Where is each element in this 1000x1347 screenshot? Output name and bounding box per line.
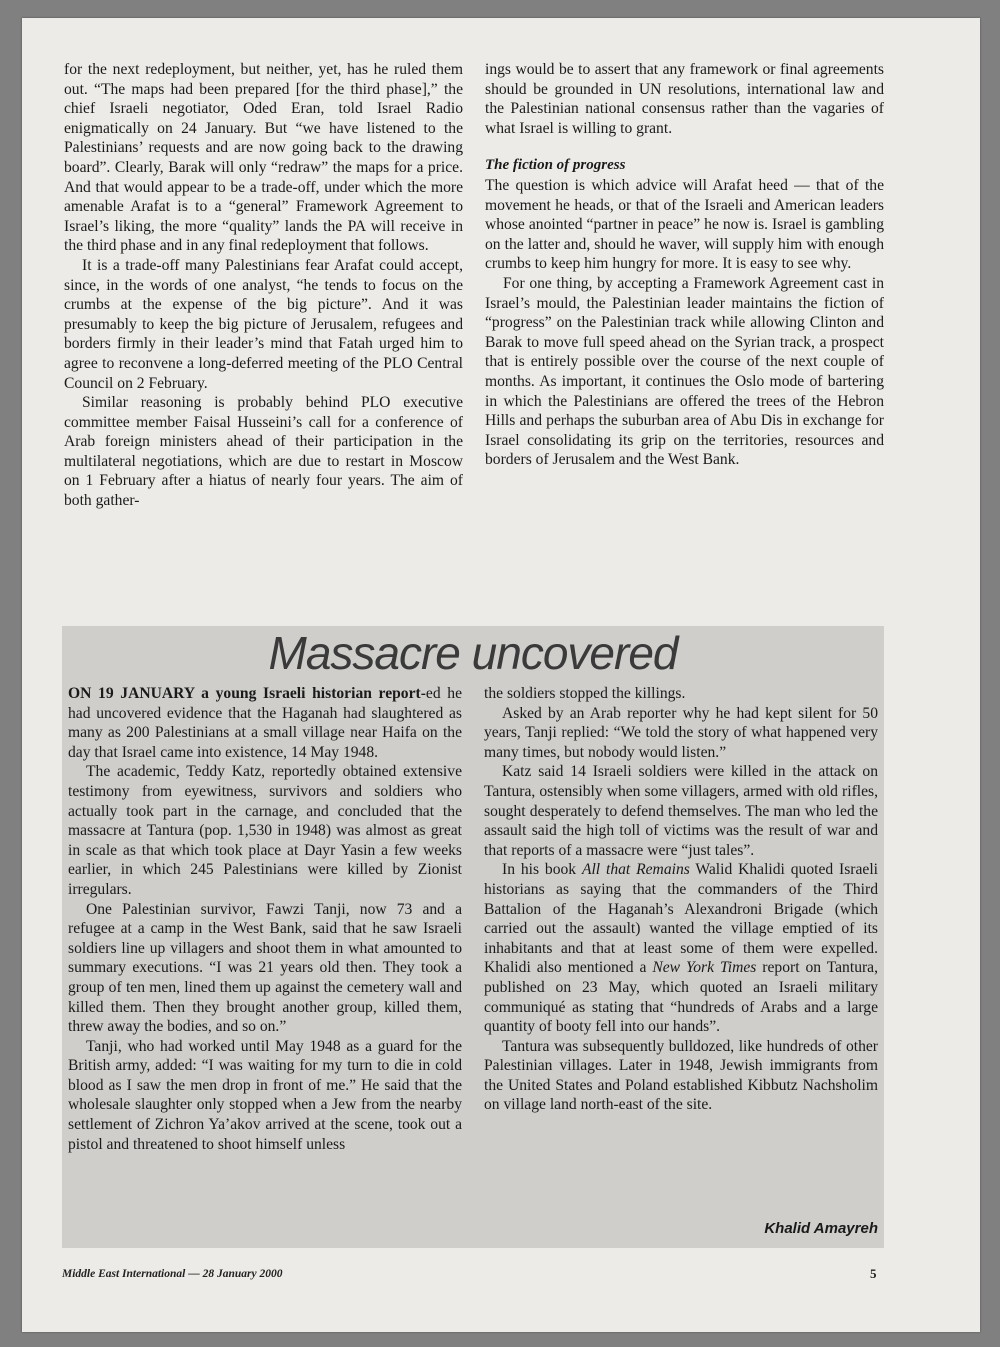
byline: Khalid Amayreh: [764, 1220, 878, 1237]
sidebar-paragraph: Tanji, who had worked until May 1948 as a guard for the British army, added: “I was waiting for my turn to die in cold blood as I saw the men drop in front of me.” He said that the wholesale slaughter only stopped when a Jew from the nearby settlement of Zichron Ya’akov arrived at the scene, took out a pistol and threatened to shoot himself unless: [68, 1037, 462, 1153]
sidebar-paragraph: One Palestinian survivor, Fawzi Tanji, now 73 and a refugee at a camp in the West Bank, said that he saw Israeli soldiers line up villagers and shoot them in what amounted to summary executions. “I was 21 years old then. They took a group of ten men, lined them up against the cemetery wall and killed them. Then they brought another group, killed them, threw away the bodies, and so on.”: [68, 900, 462, 1036]
article-paragraph: It is a trade-off many Palestinians fear Arafat could accept, since, in the words of one analyst, “he tends to focus on the crumbs at the expense of the big picture”. And it was presumably to keep the big picture of Jerusalem, refugees and borders firmly in their leader’s mind that Fatah urged him to agree to reconvene a long-deferred meeting of the PLO Central Council on 2 February.: [64, 256, 463, 392]
sidebar-left-column: [68, 684, 462, 1154]
newspaper-title: New York Times: [652, 959, 757, 977]
article-paragraph: The question is which advice will Arafat heed — that of the movement he heads, or that of the Israeli and American leaders whose anointed “partner in peace” he now is. Israel is gambling on the latter and, should he waver, will supply him with enough crumbs to keep him hungry for more. It is easy to see why.: [485, 176, 884, 273]
sidebar-paragraph: Katz said 14 Israeli soldiers were killed in the attack on Tantura, ostensibly when some villagers, armed with old rifles, sought desperately to defend themselves. The man who led the assault said the high toll of victims was the result of war and that reports of a massacre were “just tales”.: [484, 763, 878, 859]
sidebar-paragraph: the soldiers stopped the killings.: [484, 685, 686, 702]
text-run: Walid Khalidi quoted Israeli historians as saying that the commanders of the Third Battalion of the Haganah’s Alexandroni Brigade (which carried out the assault) wanted the village emptied of its inhabitants and that at least some of them were expelled. Khalidi also mentioned a: [484, 861, 879, 977]
sidebar-paragraph: [484, 860, 878, 1036]
article-paragraph: for the next redeployment, but neither, yet, has he ruled them out. “The maps had been prepared [for the third phase],” the chief Israeli negotiator, Oded Eran, told Israel Radio enigmatically on 24 January. But “we have listened to the Palestinians’ requests and are now going back to the drawing board”. Clearly, Barak will only “redraw” the maps for a price. And that would appear to be a trade-off, under which the more amenable Arafat is to a “general” Framework Agreement to Israel’s liking, the more “quality” lands the PA will receive in the third phase and in any final redeployment that follows.: [64, 61, 463, 255]
article-paragraph: For one thing, by accepting a Framework Agreement cast in Israel’s mould, the Palestinian leader maintains the fiction of “progress” on the Palestinian track while allowing Clinton and Barak to move full speed ahead on the Syrian track, a prospect that is entirely possible over the course of the next couple of months. As important, it continues the Oslo mode of bartering in which the Palestinians are offered the trees of the Hebron Hills and perhaps the suburban area of Abu Dis in exchange for Israel consolidating its grip on the territories, resources and borders of Jerusalem and the West Bank.: [485, 274, 884, 469]
lead-in: ON 19 JANUARY a young Israeli historian report-: [68, 685, 426, 702]
lead-rest: ed he had uncovered evidence that the Haganah had slaughtered as many as 200 Palestinians at a small village near Haifa on the day that Israel came into existence, 14 May 1948.: [68, 685, 462, 761]
article-left-column: [64, 60, 463, 511]
book-title: All that Remains: [581, 861, 690, 879]
section-subheading: The fiction of progress: [485, 157, 626, 174]
page-number: 5: [870, 1266, 877, 1281]
article-right-column: [485, 60, 884, 470]
article-paragraph: ings would be to assert that any framework or final agreements should be grounded in UN resolutions, international law and the Palestinian national consensus rather than the vagaries of what Israel is willing to grant.: [485, 61, 884, 137]
sidebar-title: Massacre uncovered: [268, 627, 678, 679]
page-footer: Middle East International — 28 January 2000: [62, 1268, 283, 1280]
sidebar-paragraph: The academic, Teddy Katz, reportedly obtained extensive testimony from eyewitness, survivors and soldiers who actually took part in the carnage, and concluded that the massacre at Tantura (pop. 1,530 in 1948) was almost as great in scale as that which took place at Dayr Yasin a few weeks earlier, in which 245 Palestinians were killed by Zionist irregulars.: [68, 763, 462, 898]
sidebar-paragraph: Tantura was subsequently bulldozed, like hundreds of other Palestinian villages. Later in 1948, Jewish immigrants from the United States and Poland established Kibbutz Nachsholim on village land north-east of the site.: [484, 1037, 878, 1114]
sidebar-lead-paragraph: [68, 684, 462, 762]
sidebar-right-column: [484, 684, 878, 1115]
text-run: report on Tantura, published on 23 May, which quoted an Israeli military communiqué as stating that “hundreds of Arabs and a large quantity of booty fell into our hands”.: [484, 959, 878, 1036]
sidebar-paragraph: Asked by an Arab reporter why he had kept silent for 50 years, Tanji replied: “We told the story of what happened very many times, but nobody would listen.”: [484, 704, 878, 761]
text-run: In his book: [502, 861, 582, 879]
article-paragraph: Similar reasoning is probably behind PLO executive committee member Faisal Husseini’s call for a conference of Arab foreign ministers ahead of their participation in the multilateral negotiations, which are due to restart in Moscow on 1 February after a hiatus of nearly four years. The aim of both gather-: [64, 394, 463, 510]
